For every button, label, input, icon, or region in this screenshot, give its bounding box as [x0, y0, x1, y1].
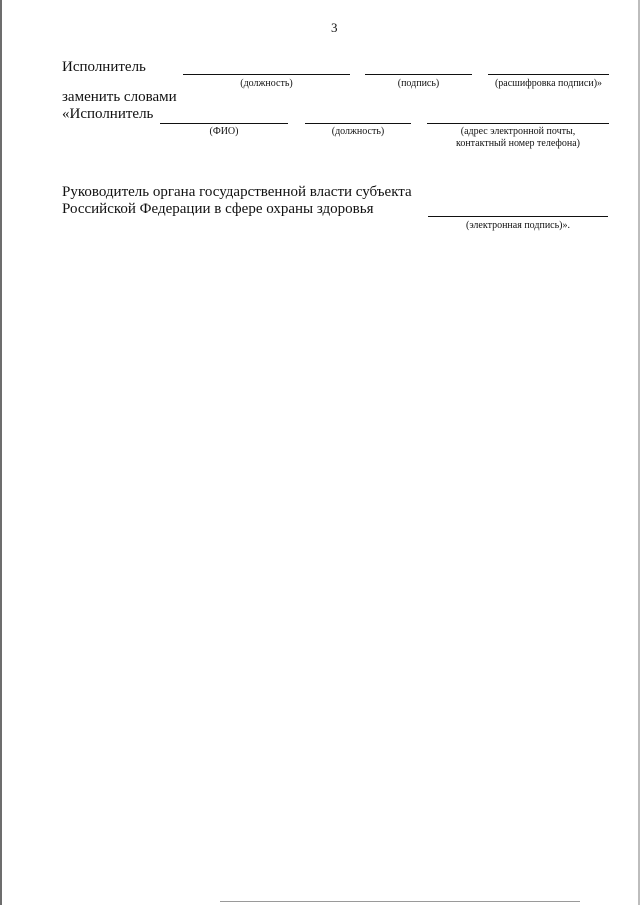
head-of-authority-line2: Российской Федерации в сфере охраны здоровья	[62, 201, 374, 217]
page-edge-bottom	[220, 901, 580, 902]
decoding-line	[488, 74, 609, 75]
page-edge-left	[0, 0, 2, 905]
position-caption-2: (должность)	[331, 126, 385, 137]
contact-caption-line1: (адрес электронной почты,	[460, 126, 576, 137]
position-caption: (должность)	[240, 78, 293, 89]
decoding-caption: (расшифровка подписи)»	[494, 78, 603, 89]
executor-label: Исполнитель	[62, 59, 146, 75]
contact-caption-line2: контактный номер телефона)	[455, 138, 581, 149]
position-line-2	[305, 123, 411, 124]
position-line	[183, 74, 350, 75]
esign-line	[428, 216, 608, 217]
esign-caption: (электронная подпись)».	[465, 220, 570, 231]
signature-line	[365, 74, 472, 75]
name-caption: (ФИО)	[209, 126, 239, 137]
signature-caption: (подпись)	[397, 78, 440, 89]
name-line	[160, 123, 288, 124]
head-of-authority-line1: Руководитель органа государственной власти субъекта	[62, 184, 412, 200]
contact-line	[427, 123, 609, 124]
page-number: 3	[331, 20, 338, 35]
replace-words-text: заменить словами	[62, 89, 177, 105]
executor-quoted-label: «Исполнитель	[62, 106, 154, 122]
